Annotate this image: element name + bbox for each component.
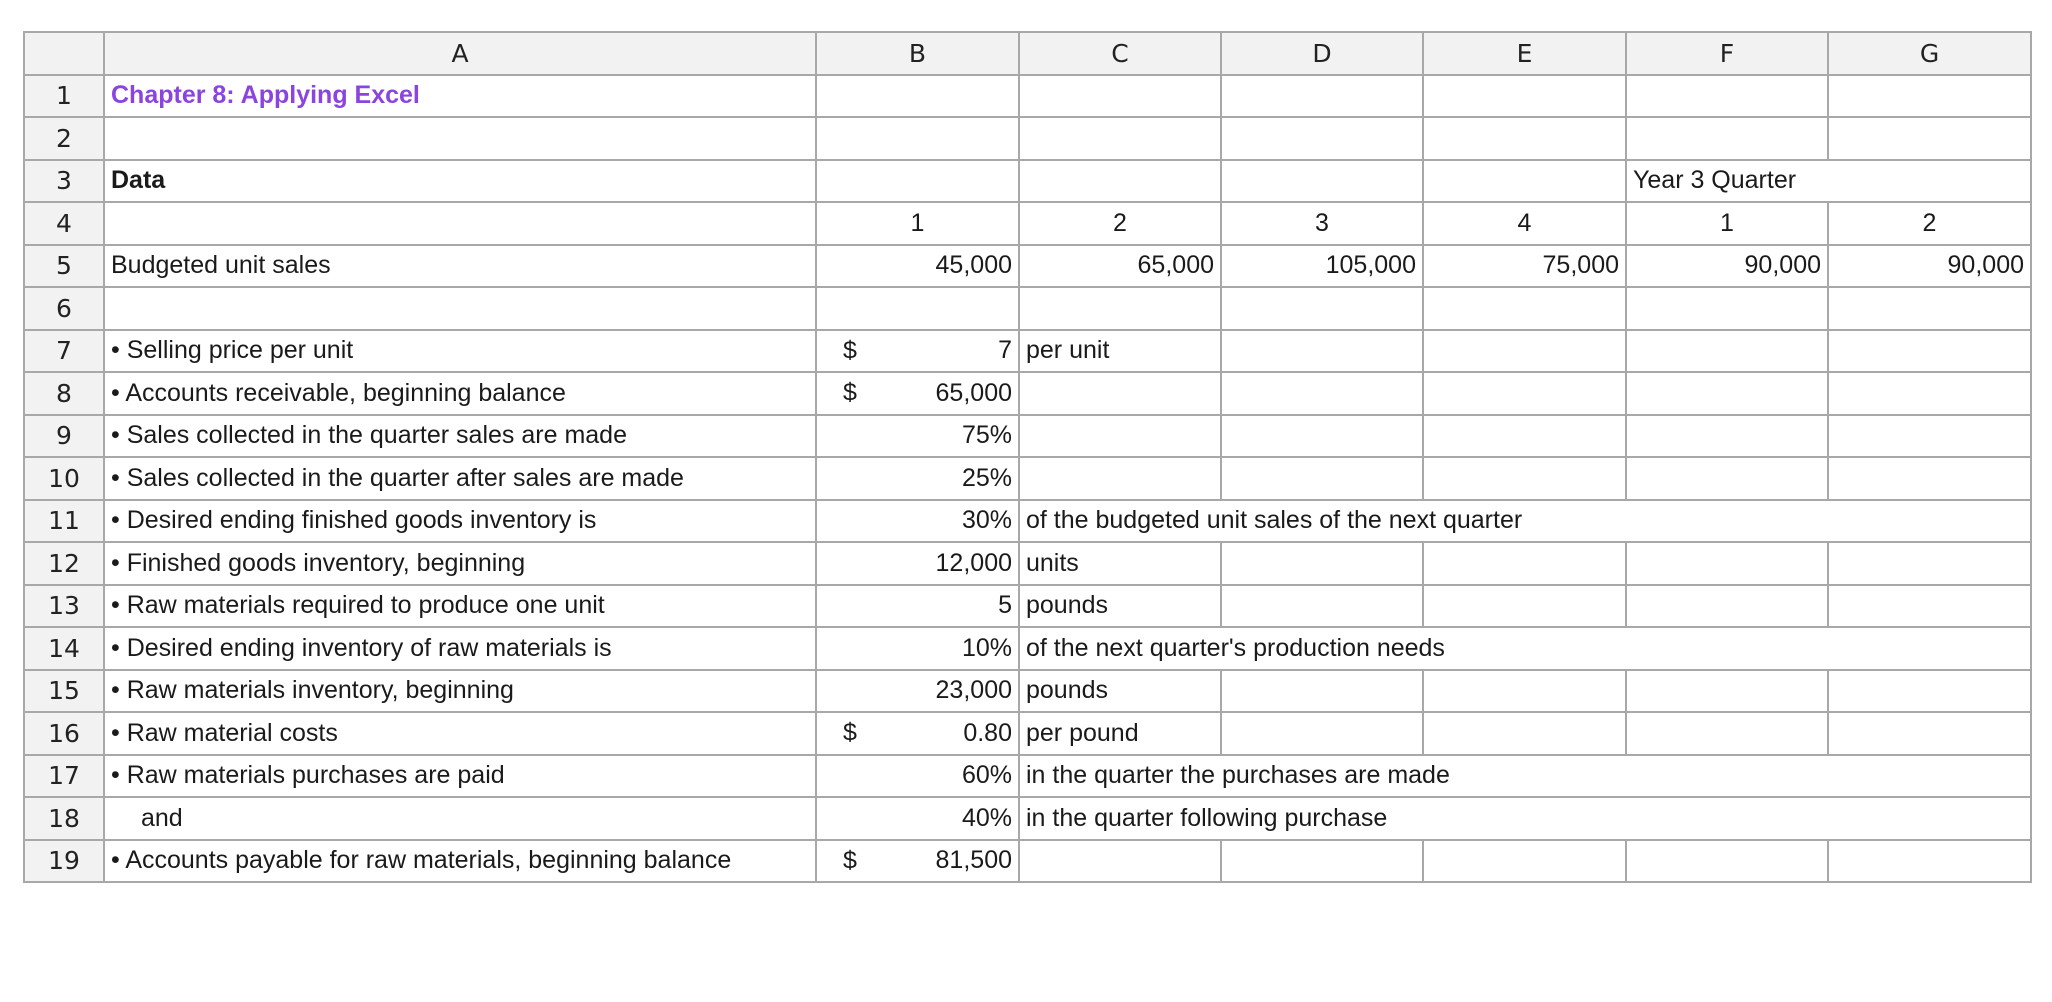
- item-label[interactable]: • Finished goods inventory, beginning: [104, 542, 816, 585]
- cell[interactable]: [1423, 75, 1626, 118]
- row-header[interactable]: 16: [24, 712, 104, 755]
- item-label[interactable]: • Desired ending inventory of raw materials is: [104, 627, 816, 670]
- item-label[interactable]: • Sales collected in the quarter sales are made: [104, 415, 816, 458]
- item-value[interactable]: [816, 712, 1019, 755]
- cell[interactable]: [1828, 287, 2031, 330]
- cell[interactable]: [1423, 287, 1626, 330]
- row-header[interactable]: 13: [24, 585, 104, 628]
- row-header[interactable]: 7: [24, 330, 104, 373]
- item-value[interactable]: [816, 372, 1019, 415]
- cell[interactable]: [1626, 415, 1828, 458]
- cell[interactable]: [1828, 117, 2031, 160]
- cell[interactable]: [1221, 840, 1423, 883]
- row-header[interactable]: 6: [24, 287, 104, 330]
- column-header-f[interactable]: F: [1626, 32, 1828, 75]
- sheet-row: [24, 542, 2031, 585]
- cell[interactable]: [1019, 75, 1221, 118]
- cell[interactable]: [1626, 457, 1828, 500]
- cell[interactable]: [1828, 372, 2031, 415]
- sheet-row: [24, 117, 2031, 160]
- cell[interactable]: [1423, 415, 1626, 458]
- item-label[interactable]: • Raw materials required to produce one unit: [104, 585, 816, 628]
- row-header[interactable]: 12: [24, 542, 104, 585]
- item-note[interactable]: per unit: [1019, 330, 1221, 373]
- sheet-row: [24, 457, 2031, 500]
- cell[interactable]: [1221, 75, 1423, 118]
- budgeted-sales-cell[interactable]: 75,000: [1423, 245, 1626, 288]
- row-header[interactable]: 14: [24, 627, 104, 670]
- row-header[interactable]: 18: [24, 797, 104, 840]
- item-value-text: 81,500: [935, 846, 1012, 875]
- row-header[interactable]: 1: [24, 75, 104, 118]
- cell[interactable]: [1828, 415, 2031, 458]
- item-value[interactable]: 5: [816, 585, 1019, 628]
- item-label[interactable]: • Sales collected in the quarter after sales are made: [104, 457, 816, 500]
- quarter-cell[interactable]: 1: [1626, 202, 1828, 245]
- row-header[interactable]: 8: [24, 372, 104, 415]
- cell[interactable]: [1626, 840, 1828, 883]
- item-value[interactable]: 25%: [816, 457, 1019, 500]
- cell[interactable]: [1626, 117, 1828, 160]
- sheet-row: [24, 330, 2031, 373]
- cell[interactable]: [1626, 287, 1828, 330]
- cell[interactable]: [816, 117, 1019, 160]
- cell[interactable]: [104, 117, 816, 160]
- item-label[interactable]: • Accounts payable for raw materials, beginning balance: [104, 840, 816, 883]
- cell[interactable]: [1221, 415, 1423, 458]
- item-value-text: 0.80: [963, 718, 1012, 747]
- cell[interactable]: [1019, 160, 1221, 203]
- cell[interactable]: [1626, 542, 1828, 585]
- cell[interactable]: [104, 202, 816, 245]
- row-header[interactable]: 2: [24, 117, 104, 160]
- cell[interactable]: [1221, 372, 1423, 415]
- sheet-row: [24, 287, 2031, 330]
- item-value-text: 65,000: [935, 378, 1012, 407]
- item-label[interactable]: • Raw materials purchases are paid: [104, 755, 816, 798]
- cell[interactable]: [1828, 840, 2031, 883]
- item-value-text: 7: [998, 336, 1012, 365]
- item-value[interactable]: 12,000: [816, 542, 1019, 585]
- cell[interactable]: [1423, 585, 1626, 628]
- budgeted-sales-cell[interactable]: 90,000: [1828, 245, 2031, 288]
- cell[interactable]: [1019, 372, 1221, 415]
- item-note[interactable]: per pound: [1019, 712, 1221, 755]
- budgeted-sales-cell[interactable]: 90,000: [1626, 245, 1828, 288]
- sheet-row: [24, 160, 2031, 203]
- item-note[interactable]: in the quarter the purchases are made: [1019, 755, 2031, 798]
- row-header[interactable]: 3: [24, 160, 104, 203]
- cell[interactable]: [104, 287, 816, 330]
- item-value[interactable]: 10%: [816, 627, 1019, 670]
- cell[interactable]: [1423, 712, 1626, 755]
- budgeted-sales-cell[interactable]: 45,000: [816, 245, 1019, 288]
- cell[interactable]: [1828, 585, 2031, 628]
- cell[interactable]: [1019, 117, 1221, 160]
- dollar-sign: $: [843, 718, 857, 747]
- item-value[interactable]: 60%: [816, 755, 1019, 798]
- item-value[interactable]: 75%: [816, 415, 1019, 458]
- cell[interactable]: [1626, 372, 1828, 415]
- column-header-g[interactable]: G: [1828, 32, 2031, 75]
- cell[interactable]: [816, 287, 1019, 330]
- cell[interactable]: [1828, 542, 2031, 585]
- dollar-sign: $: [843, 336, 857, 365]
- quarter-cell[interactable]: 1: [816, 202, 1019, 245]
- item-value[interactable]: [816, 330, 1019, 373]
- cell[interactable]: [1828, 330, 2031, 373]
- item-label[interactable]: • Raw materials inventory, beginning: [104, 670, 816, 713]
- cell[interactable]: [816, 160, 1019, 203]
- cell[interactable]: [1423, 670, 1626, 713]
- row-header[interactable]: 17: [24, 755, 104, 798]
- cell[interactable]: [1221, 287, 1423, 330]
- cell[interactable]: [1221, 457, 1423, 500]
- cell-a3-data-label[interactable]: Data: [104, 160, 816, 203]
- sheet-row: [24, 245, 2031, 288]
- item-label[interactable]: • Selling price per unit: [104, 330, 816, 373]
- column-header-c[interactable]: C: [1019, 32, 1221, 75]
- cell[interactable]: [1828, 75, 2031, 118]
- cell[interactable]: [1423, 160, 1626, 203]
- item-note[interactable]: units: [1019, 542, 1221, 585]
- dollar-sign: $: [843, 846, 857, 875]
- item-value[interactable]: [816, 840, 1019, 883]
- row-header[interactable]: 15: [24, 670, 104, 713]
- sheet-row: [24, 75, 2031, 118]
- cell-f3-year-quarter[interactable]: Year 3 Quarter: [1626, 160, 2031, 203]
- cell[interactable]: [1221, 117, 1423, 160]
- quarter-cell[interactable]: 2: [1019, 202, 1221, 245]
- budgeted-sales-cell[interactable]: 65,000: [1019, 245, 1221, 288]
- sheet-row: [24, 712, 2031, 755]
- sheet-row: [24, 585, 2031, 628]
- select-all-corner[interactable]: [24, 32, 104, 75]
- cell[interactable]: [1626, 712, 1828, 755]
- cell[interactable]: [1019, 457, 1221, 500]
- item-note[interactable]: of the next quarter's production needs: [1019, 627, 2031, 670]
- cell[interactable]: [1626, 585, 1828, 628]
- quarter-cell[interactable]: 4: [1423, 202, 1626, 245]
- cell[interactable]: [1019, 415, 1221, 458]
- column-header-d[interactable]: D: [1221, 32, 1423, 75]
- cell[interactable]: [1423, 840, 1626, 883]
- quarter-cell[interactable]: 2: [1828, 202, 2031, 245]
- cell[interactable]: [1221, 585, 1423, 628]
- row-header[interactable]: 9: [24, 415, 104, 458]
- cell[interactable]: [1221, 670, 1423, 713]
- column-header-e[interactable]: E: [1423, 32, 1626, 75]
- cell[interactable]: [1423, 542, 1626, 585]
- cell[interactable]: [1019, 840, 1221, 883]
- item-label[interactable]: and: [104, 797, 816, 840]
- sheet-row: [24, 415, 2031, 458]
- cell[interactable]: [1423, 117, 1626, 160]
- cell-a1-title[interactable]: Chapter 8: Applying Excel: [104, 75, 816, 118]
- column-header-a[interactable]: A: [104, 32, 816, 75]
- item-note[interactable]: pounds: [1019, 670, 1221, 713]
- sheet-row: [24, 670, 2031, 713]
- item-value[interactable]: 23,000: [816, 670, 1019, 713]
- sheet-row: [24, 627, 2031, 670]
- row-header[interactable]: 19: [24, 840, 104, 883]
- item-label[interactable]: • Desired ending finished goods inventory is: [104, 500, 816, 543]
- row-header[interactable]: 4: [24, 202, 104, 245]
- spreadsheet-grid: [23, 31, 2032, 883]
- cell[interactable]: [1221, 712, 1423, 755]
- cell[interactable]: [1423, 457, 1626, 500]
- cell[interactable]: [1828, 670, 2031, 713]
- dollar-sign: $: [843, 378, 857, 407]
- budgeted-sales-cell[interactable]: 105,000: [1221, 245, 1423, 288]
- row-header[interactable]: 5: [24, 245, 104, 288]
- cell[interactable]: [1626, 670, 1828, 713]
- cell[interactable]: [1828, 712, 2031, 755]
- cell[interactable]: [1828, 457, 2031, 500]
- cell[interactable]: [1221, 160, 1423, 203]
- sheet-row: [24, 755, 2031, 798]
- item-note[interactable]: of the budgeted unit sales of the next quarter: [1019, 500, 2031, 543]
- cell[interactable]: [1019, 287, 1221, 330]
- row-header[interactable]: 10: [24, 457, 104, 500]
- cell[interactable]: [816, 75, 1019, 118]
- column-header-b[interactable]: B: [816, 32, 1019, 75]
- item-value[interactable]: 40%: [816, 797, 1019, 840]
- cell[interactable]: [1423, 372, 1626, 415]
- budgeted-unit-sales-label[interactable]: Budgeted unit sales: [104, 245, 816, 288]
- cell[interactable]: [1423, 330, 1626, 373]
- column-header-row: [24, 32, 2031, 75]
- item-label[interactable]: • Raw material costs: [104, 712, 816, 755]
- cell[interactable]: [1221, 542, 1423, 585]
- sheet-row: [24, 840, 2031, 883]
- cell[interactable]: [1221, 330, 1423, 373]
- sheet-row: [24, 797, 2031, 840]
- quarter-cell[interactable]: 3: [1221, 202, 1423, 245]
- sheet-row: [24, 372, 2031, 415]
- row-header[interactable]: 11: [24, 500, 104, 543]
- item-note[interactable]: in the quarter following purchase: [1019, 797, 2031, 840]
- sheet-row: [24, 202, 2031, 245]
- sheet-row: [24, 500, 2031, 543]
- item-note[interactable]: pounds: [1019, 585, 1221, 628]
- item-value[interactable]: 30%: [816, 500, 1019, 543]
- cell[interactable]: [1626, 75, 1828, 118]
- cell[interactable]: [1626, 330, 1828, 373]
- item-label[interactable]: • Accounts receivable, beginning balance: [104, 372, 816, 415]
